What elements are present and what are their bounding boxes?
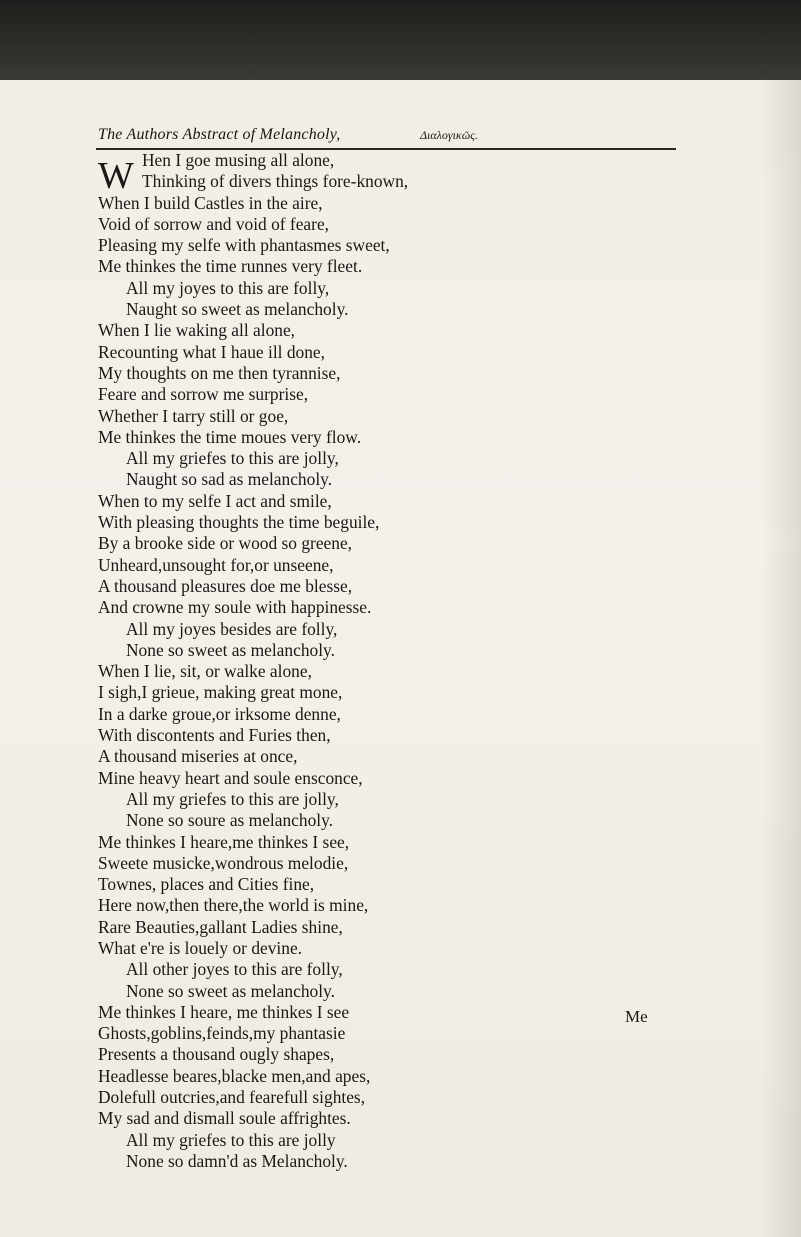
poem-line: Mine heavy heart and soule ensconce, [98, 767, 363, 788]
poem-line: I sigh,I grieue, making great mone, [98, 682, 343, 703]
poem-line: Thinking of divers things fore-known, [142, 171, 409, 192]
running-head-title: The Authors Abstract of Melancholy, [98, 126, 341, 143]
poem-line: Rare Beauties,gallant Ladies shine, [98, 916, 343, 937]
poem-line: All my griefes to this are jolly, [126, 448, 339, 469]
poem-line: None so damn'd as Melancholy. [126, 1150, 348, 1171]
poem-line: Naught so sweet as melancholy. [126, 299, 349, 320]
poem-text [98, 150, 658, 1172]
poem-line: Presents a thousand ougly shapes, [98, 1044, 335, 1065]
poem-line: When I build Castles in the aire, [98, 192, 323, 213]
poem-line: A thousand miseries at once, [98, 746, 298, 767]
catchword: Me [625, 1007, 648, 1026]
poem-line: None so soure as melancholy. [126, 810, 334, 831]
poem-line: Me thinkes the time moues very flow. [98, 426, 362, 447]
poem-line: None so sweet as melancholy. [126, 980, 335, 1001]
poem-line: All my joyes besides are folly, [126, 618, 338, 639]
scan-border-top [0, 0, 801, 80]
poem-line-first: Hen I goe musing all alone, [142, 150, 335, 170]
poem-line: All my griefes to this are jolly, [126, 788, 339, 809]
poem-line: Here now,then there,the world is mine, [98, 895, 369, 916]
poem-line: Unheard,unsought for,or unseene, [98, 554, 334, 575]
poem-line: Sweete musicke,wondrous melodie, [98, 852, 349, 873]
poem-line: Me thinkes I heare,me thinkes I see, [98, 831, 350, 852]
poem-line: Dolefull outcries,and fearefull sightes, [98, 1087, 366, 1108]
poem-line: By a brooke side or wood so greene, [98, 533, 353, 554]
poem-line: Void of sorrow and void of feare, [98, 213, 330, 234]
poem-line: My sad and dismall soule affrightes. [98, 1108, 351, 1129]
poem-line: And crowne my soule with happinesse. [98, 597, 372, 618]
poem-line: Me thinkes I heare, me thinkes I see [98, 1001, 350, 1022]
poem-line: With pleasing thoughts the time beguile, [98, 512, 380, 533]
poem-line: All my joyes to this are folly, [126, 277, 330, 298]
running-head-greek: Διαλογικῶς. [420, 128, 479, 142]
poem-line: Recounting what I haue ill done, [98, 341, 325, 362]
poem-line: Headlesse beares,blacke men,and apes, [98, 1065, 371, 1086]
poem-line: Ghosts,goblins,feinds,my phantasie [98, 1023, 346, 1044]
drop-capital: W [98, 155, 134, 197]
poem-line: In a darke groue,or irksome denne, [98, 703, 341, 724]
running-header [98, 120, 678, 150]
poem-line: Whether I tarry still or goe, [98, 405, 289, 426]
poem-line: Naught so sad as melancholy. [126, 469, 333, 490]
poem-line: What e're is louely or devine. [98, 937, 303, 958]
poem-line: All other joyes to this are folly, [126, 959, 343, 980]
poem-line: When I lie waking all alone, [98, 320, 296, 341]
poem-line: When I lie, sit, or walke alone, [98, 661, 312, 682]
poem-line: My thoughts on me then tyrannise, [98, 362, 341, 383]
poem-line: Me thinkes the time runnes very fleet. [98, 256, 363, 277]
poem-line: All my griefes to this are jolly [126, 1129, 336, 1150]
poem-line: A thousand pleasures doe me blesse, [98, 575, 353, 596]
poem-line: With discontents and Furies then, [98, 725, 331, 746]
poem-line: Townes, places and Cities fine, [98, 874, 315, 895]
poem-line: Feare and sorrow me surprise, [98, 384, 309, 405]
poem-line: None so sweet as melancholy. [126, 639, 335, 660]
poem-line: Pleasing my selfe with phantasmes sweet, [98, 235, 390, 256]
poem-line: When to my selfe I act and smile, [98, 490, 332, 511]
